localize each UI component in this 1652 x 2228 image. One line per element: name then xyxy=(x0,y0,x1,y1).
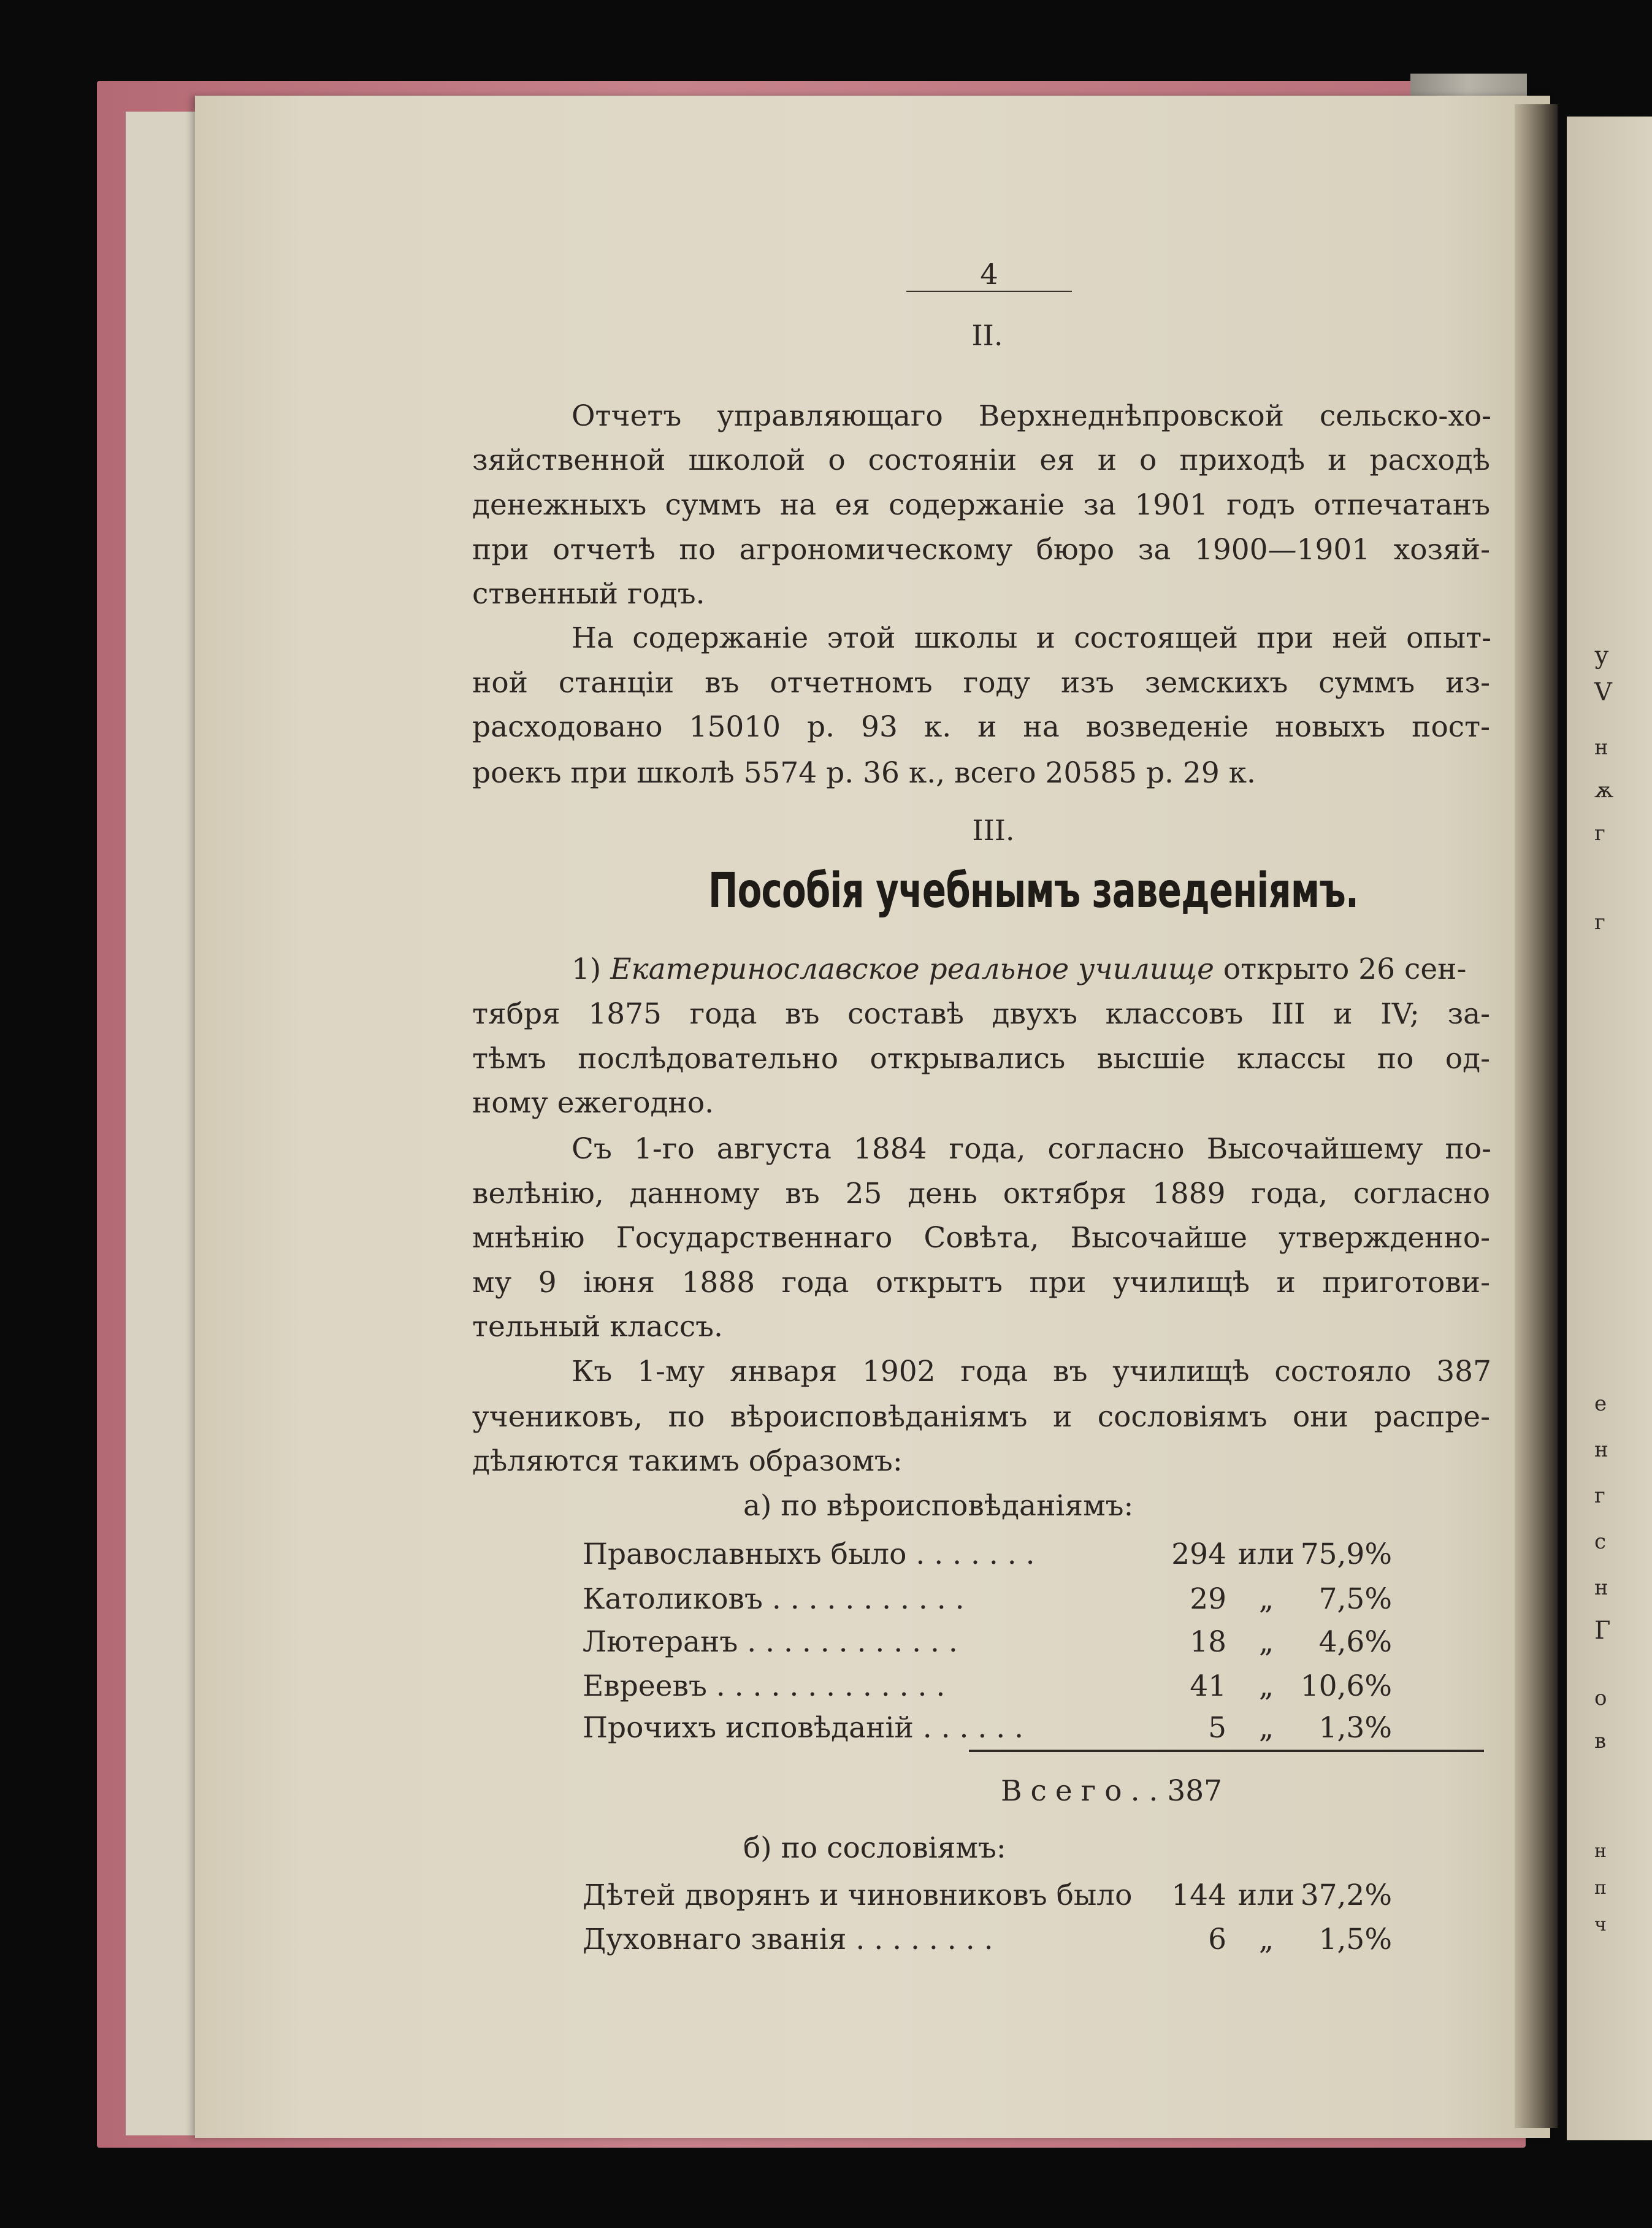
row-count: 5 xyxy=(1208,1711,1226,1745)
table-row xyxy=(583,1711,1441,1748)
row-count: 18 xyxy=(1190,1625,1226,1659)
text-line: ному ежегодно. xyxy=(472,1086,714,1120)
text-line: роекъ при школѣ 5574 р. 36 к., всего 20585 р. 29 к. xyxy=(472,756,1256,790)
fragment: ѫ xyxy=(1594,778,1614,803)
text-line: зяйственной школой о состояніи ея и о приходѣ и расходѣ xyxy=(472,443,1490,477)
row-connector: „ xyxy=(1258,1711,1274,1745)
row-label: Православныхъ было . . . . . . . xyxy=(583,1537,1035,1571)
row-count: 41 xyxy=(1190,1669,1226,1703)
fragment: п xyxy=(1594,1877,1607,1899)
fragment: г xyxy=(1594,1483,1605,1508)
row-percent: 4,6% xyxy=(1318,1625,1392,1659)
page-gutter xyxy=(1515,104,1558,2128)
section-numeral-3: III. xyxy=(972,814,1015,847)
row-percent: 1,5% xyxy=(1318,1923,1392,1956)
row-percent: 10,6% xyxy=(1300,1669,1392,1703)
row-label: Лютеранъ . . . . . . . . . . . . xyxy=(583,1625,958,1659)
row-count: 294 xyxy=(1171,1537,1226,1571)
section-numeral-2: II. xyxy=(971,319,1003,352)
fragment: г xyxy=(1594,821,1605,846)
subheading-estates: б) по сословіямъ: xyxy=(743,1831,1006,1865)
fragment: V xyxy=(1594,678,1612,706)
fragment: е xyxy=(1594,1392,1607,1416)
text-line: дѣляются такимъ образомъ: xyxy=(472,1444,903,1478)
fragment: н xyxy=(1594,1840,1607,1862)
row-count: 144 xyxy=(1171,1878,1226,1912)
row-connector: „ xyxy=(1258,1582,1274,1616)
row-connector: или xyxy=(1237,1537,1295,1571)
text-run: открыто 26 сен- xyxy=(1214,952,1467,986)
total-dots: . . xyxy=(1130,1774,1168,1808)
row-percent: 75,9% xyxy=(1300,1537,1392,1571)
fragment: г xyxy=(1594,910,1605,935)
text-line: На содержаніе этой школы и состоящей при ней опыт- xyxy=(572,621,1491,655)
row-connector: „ xyxy=(1258,1669,1274,1703)
total-value: 387 xyxy=(1167,1774,1223,1808)
fragment: н xyxy=(1594,1575,1608,1600)
total-rule xyxy=(969,1750,1484,1752)
row-connector: или xyxy=(1237,1878,1295,1912)
section-heading: Пособія учебнымъ заведеніямъ. xyxy=(708,863,1359,919)
table-row xyxy=(583,1669,1441,1706)
fragment: о xyxy=(1594,1686,1607,1710)
text-line xyxy=(572,952,1466,987)
row-connector: „ xyxy=(1258,1923,1274,1956)
text-line: расходовано 15010 р. 93 к. и на возведеніе новыхъ пост- xyxy=(472,710,1490,744)
table-row xyxy=(583,1878,1441,1915)
school-name: Екатеринославское реальное училище xyxy=(610,952,1214,986)
page-number: 4 xyxy=(980,258,998,291)
subheading-confessions: а) по вѣроисповѣданіямъ: xyxy=(743,1489,1134,1523)
text-line: Съ 1-го августа 1884 года, согласно Высочайшему по- xyxy=(572,1132,1491,1166)
fragment: у xyxy=(1594,641,1609,670)
text-line: тельный классъ. xyxy=(472,1310,724,1344)
fragment: Г xyxy=(1594,1617,1611,1645)
page-number-rule xyxy=(906,291,1072,292)
text-line: ственный годъ. xyxy=(472,577,705,611)
row-label: Прочихъ исповѣданій . . . . . . xyxy=(583,1711,1024,1745)
table-row xyxy=(583,1537,1441,1574)
total-line xyxy=(1001,1774,1222,1809)
text-line: тября 1875 года въ составѣ двухъ классовъ III и IV; за- xyxy=(472,997,1490,1031)
row-label: Католиковъ . . . . . . . . . . . xyxy=(583,1582,965,1616)
row-label: Евреевъ . . . . . . . . . . . . . xyxy=(583,1669,946,1703)
row-count: 6 xyxy=(1208,1923,1226,1956)
fragment: в xyxy=(1594,1729,1607,1753)
fragment: н xyxy=(1594,735,1608,760)
text-line: учениковъ, по вѣроисповѣданіямъ и сословіямъ они распре- xyxy=(472,1400,1490,1434)
text-line: тѣмъ послѣдовательно открывались высшіе классы по од- xyxy=(472,1042,1490,1076)
fragment: с xyxy=(1594,1529,1607,1554)
text-line: мнѣнію Государственнаго Совѣта, Высочайше утвержденно- xyxy=(472,1221,1490,1255)
row-label: Духовнаго званія . . . . . . . . xyxy=(583,1923,993,1956)
row-percent: 7,5% xyxy=(1318,1582,1392,1616)
row-percent: 37,2% xyxy=(1300,1878,1392,1912)
row-connector: „ xyxy=(1258,1625,1274,1659)
fragment: н xyxy=(1594,1437,1608,1462)
fragment: ч xyxy=(1594,1914,1607,1935)
text-line: Къ 1-му января 1902 года въ училищѣ состояло 387 xyxy=(572,1355,1491,1388)
row-count: 29 xyxy=(1190,1582,1226,1616)
text-line: ной станціи въ отчетномъ году изъ земскихъ суммъ из- xyxy=(472,666,1490,700)
text-line: велѣнію, данному въ 25 день октября 1889 года, согласно xyxy=(472,1177,1490,1211)
list-number: 1) xyxy=(572,952,611,986)
row-label: Дѣтей дворянъ и чиновниковъ было xyxy=(583,1878,1133,1912)
text-line: при отчетѣ по агрономическому бюро за 1900—1901 хозяй- xyxy=(472,533,1490,567)
table-row xyxy=(583,1625,1441,1662)
text-line: денежныхъ суммъ на ея содержаніе за 1901 годъ отпечатанъ xyxy=(472,488,1490,522)
table-row xyxy=(583,1582,1441,1619)
row-percent: 1,3% xyxy=(1318,1711,1392,1745)
facing-page xyxy=(1567,117,1652,2140)
table-row xyxy=(583,1923,1441,1959)
text-line: му 9 іюня 1888 года открытъ при училищѣ и приготови- xyxy=(472,1266,1490,1300)
text-line: Отчетъ управляющаго Верхнеднѣпровской сельско-хо- xyxy=(572,399,1491,433)
total-label: Всего xyxy=(1001,1774,1131,1808)
